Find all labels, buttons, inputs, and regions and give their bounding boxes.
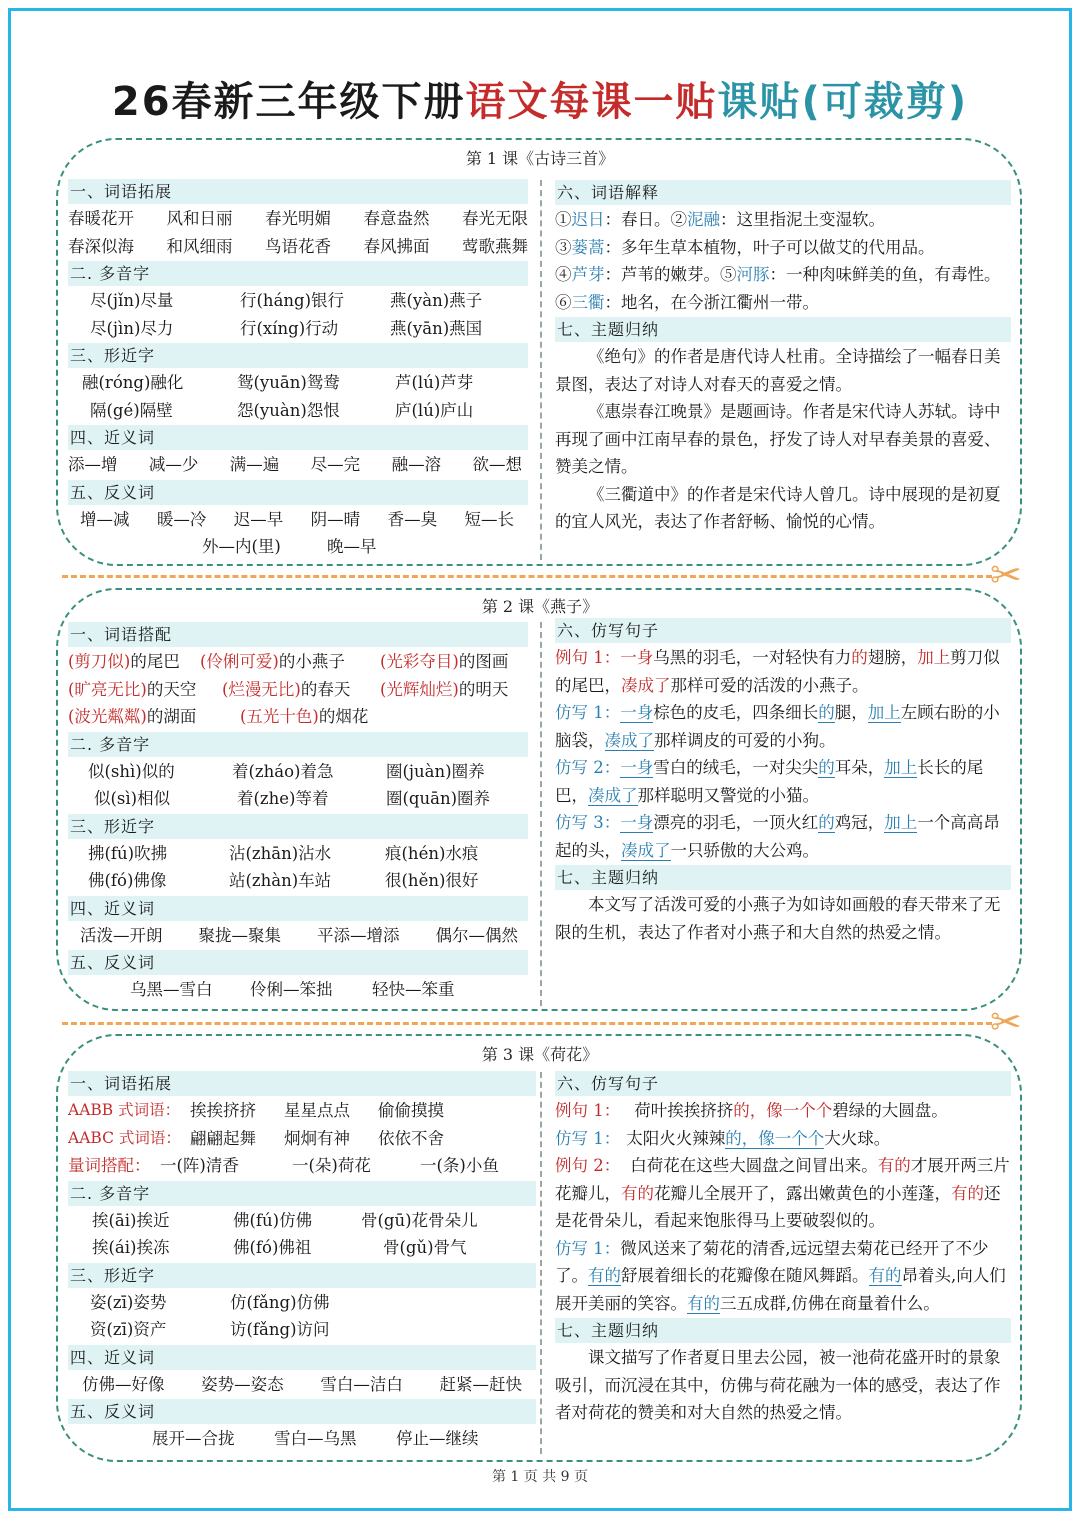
- section-heading: 一、词语拓展: [68, 179, 528, 204]
- similar-char: 很(hěn)很好: [385, 871, 479, 890]
- synonym: 减—少: [148, 455, 199, 474]
- theme-paragraph: 《三衢道中》的作者是宋代诗人曾几。诗中展现的是初夏的宜人风光，表达了作者舒畅、愉悦的心情。: [555, 484, 1001, 531]
- title-part-3: 课贴(可裁剪): [717, 79, 969, 125]
- section-heading: 四、近义词: [68, 896, 528, 921]
- antonym: 晚—早: [327, 537, 377, 556]
- polyphone: 行(háng)银行: [240, 291, 345, 310]
- collocation-row: (波光粼粼)的湖面 (五光十色)的烟花: [68, 707, 369, 726]
- page-title: [0, 70, 1080, 127]
- synonym: 平添—增添: [317, 925, 400, 945]
- section-heading: 六、词语解释: [555, 180, 1011, 205]
- synonym: 仿佛—好像: [82, 1374, 165, 1394]
- synonym: 活泼—开朗: [80, 925, 163, 945]
- example-sentence: 例句 1： 荷叶挨挨挤挤的，像一个个碧绿的大圆盘。: [555, 1101, 948, 1120]
- similar-char-row: [68, 1316, 536, 1344]
- similar-char: 隔(gé)隔壁: [90, 400, 173, 420]
- lesson-1-left: [68, 178, 528, 561]
- section-heading: 四、近义词: [68, 1345, 536, 1370]
- cut-line: [62, 1022, 992, 1025]
- section-heading: 二. 多音字: [68, 732, 528, 757]
- lesson-2-title: 第 2 课《燕子》: [481, 597, 599, 616]
- example-sentence: 例句 2： 白荷花在这些大圆盘之间冒出来。有的才展开两三片花瓣儿，有的花瓣儿全展开了，露出嫩黄色的小莲蓬，有的还是花骨朵儿，看起来饱胀得马上要破裂似的。: [555, 1156, 1010, 1230]
- synonym: 添—增: [68, 455, 118, 474]
- imitation-sentence: 仿写 3：一身漂亮的羽毛，一顶火红的鸡冠，加上一个高高昂起的头，凑成了一只骄傲的大公鸡。: [555, 813, 1000, 860]
- collocation-row: (旷亮无比)的天空 (烂漫无比)的春天 (光辉灿烂)的明天: [68, 679, 509, 699]
- word: 挨挨挤挤: [190, 1101, 256, 1120]
- polyphone: 挨(āi)挨近: [92, 1210, 170, 1230]
- synonym-row: [68, 451, 528, 479]
- similar-char-row: [68, 369, 528, 397]
- lesson-1-title: 第 1 课《古诗三首》: [465, 149, 615, 168]
- polyphone: 圈(juàn)圈养: [386, 761, 485, 781]
- word: 春光无限: [462, 209, 528, 228]
- synonym: 融—溶: [391, 455, 442, 474]
- antonym: 增—减: [80, 509, 130, 529]
- polyphone: 燕(yān)燕国: [390, 318, 483, 338]
- antonym: 展开—合拢: [152, 1429, 235, 1448]
- section-heading: 三、形近字: [68, 1263, 536, 1288]
- antonym: 阴—晴: [310, 509, 361, 529]
- title-part-2: 语文每课一贴: [465, 79, 718, 125]
- section-heading: 三、形近字: [68, 343, 528, 368]
- word-row: [68, 1152, 536, 1180]
- synonym: 尽—完: [310, 455, 361, 474]
- polyphone-row: [68, 1207, 536, 1235]
- collocation-row: (剪刀似)的尾巴 (伶俐可爱)的小燕子 (光彩夺目)的图画: [68, 652, 509, 671]
- page-footer: 第 1 页 共 9 页: [491, 1469, 589, 1485]
- word-row: [68, 1125, 536, 1153]
- section-heading: 五、反义词: [68, 1399, 536, 1424]
- similar-char: 痕(hén)水痕: [385, 843, 479, 863]
- synonym: 雪白—洁白: [320, 1374, 403, 1394]
- similar-char: 仿(fǎng)仿佛: [230, 1292, 330, 1312]
- antonym: 香—臭: [387, 509, 438, 529]
- explanation: ④芦芽：芦苇的嫩芽。⑤河豚：一种肉味鲜美的鱼，有毒性。⑥三衢：地名，在今浙江衢州一带。: [555, 265, 1001, 312]
- polyphone: 燕(yàn)燕子: [390, 291, 483, 310]
- antonym: 外—内(里): [202, 537, 281, 556]
- similar-char-row: [68, 397, 528, 425]
- polyphone: 佛(fó)佛祖: [233, 1238, 312, 1257]
- word-row: [68, 1097, 536, 1125]
- explanation: ③蒌蒿：多年生草本植物，叶子可以做艾的代用品。: [555, 237, 935, 257]
- polyphone: 似(sì)相似: [94, 789, 171, 808]
- synonym: 聚拢—聚集: [198, 925, 281, 945]
- section-heading: 五、反义词: [68, 950, 528, 975]
- polyphone-row: [68, 758, 528, 786]
- section-heading: 二. 多音字: [68, 261, 528, 286]
- section-heading: 七、主题归纳: [555, 317, 1011, 342]
- antonym: 乌黑—雪白: [130, 980, 213, 999]
- word: 和风细雨: [166, 236, 233, 256]
- section-heading: 五、反义词: [68, 480, 528, 505]
- polyphone: 着(zhe)等着: [237, 789, 329, 808]
- lesson-2-divider: [540, 622, 542, 1006]
- lesson-3-title: 第 3 课《荷花》: [481, 1045, 599, 1064]
- antonym-row: [68, 533, 528, 561]
- synonym: 姿势—姿态: [201, 1374, 284, 1394]
- synonym-row: [68, 922, 528, 950]
- similar-char-row: [68, 867, 528, 895]
- word: 依依不舍: [378, 1128, 444, 1148]
- polyphone: 挨(ái)挨冻: [92, 1238, 170, 1257]
- section-heading: 七、主题归纳: [555, 865, 1011, 890]
- lesson-3-left: [68, 1070, 536, 1453]
- explanation: ①迟日：春日。②泥融：这里指泥土变湿软。: [555, 210, 885, 229]
- word-type-label: AABC 式词语：: [68, 1128, 181, 1147]
- polyphone: 骨(gū)花骨朵儿: [361, 1210, 478, 1230]
- similar-char: 资(zī)资产: [90, 1320, 167, 1339]
- antonym: 雪白—乌黑: [274, 1429, 357, 1448]
- antonym-row: [68, 506, 528, 534]
- imitation-sentence: 仿写 1：一身棕色的皮毛，四条细长的腿，加上左顾右盼的小脑袋，凑成了那样调皮的可爱的小狗。: [555, 703, 1000, 750]
- scissors-icon: ✂: [990, 553, 1022, 597]
- lesson-3-divider: [540, 1072, 542, 1454]
- similar-char: 怨(yuàn)怨恨: [237, 400, 340, 420]
- synonym: 满—遍: [229, 455, 280, 474]
- section-heading: 二. 多音字: [68, 1181, 536, 1206]
- antonym: 迟—早: [233, 509, 284, 529]
- antonym: 伶俐—笨拙: [250, 980, 333, 999]
- polyphone-row: [68, 785, 528, 813]
- antonym-row: [68, 976, 528, 1004]
- word: 鸟语花香: [265, 236, 331, 256]
- section-heading: 七、主题归纳: [555, 1318, 1011, 1343]
- synonym: 偶尔—偶然: [435, 925, 518, 945]
- similar-char: 姿(zī)姿势: [90, 1292, 167, 1312]
- polyphone: 佛(fú)仿佛: [233, 1210, 313, 1230]
- word: 星星点点: [284, 1101, 350, 1120]
- polyphone: 似(shì)似的: [88, 761, 175, 781]
- antonym: 轻快—笨重: [372, 980, 455, 999]
- word: 炯炯有神: [284, 1128, 350, 1148]
- section-heading: 一、词语拓展: [68, 1071, 536, 1096]
- similar-char: 芦(lú)芦芽: [395, 373, 474, 392]
- similar-char: 融(róng)融化: [82, 373, 184, 392]
- section-heading: 三、形近字: [68, 814, 528, 839]
- lesson-3-right: [555, 1070, 1011, 1427]
- word: 一(朵)荷花: [292, 1156, 371, 1175]
- polyphone: 行(xíng)行动: [240, 318, 339, 338]
- word-type-label: 量词搭配：: [68, 1156, 151, 1175]
- similar-char: 拂(fú)吹拂: [88, 843, 168, 863]
- theme-paragraph: 课文描写了作者夏日里去公园，被一池荷花盛开时的景象吸引，而沉浸在其中，仿佛与荷花融为一体的感受，表达了作者对荷花的赞美和对大自然的热爱之情。: [555, 1348, 1001, 1422]
- word: 春风拂面: [363, 236, 430, 256]
- similar-char: 站(zhàn)车站: [229, 871, 332, 890]
- word: 春深似海: [68, 236, 134, 256]
- word: 莺歌燕舞: [462, 236, 528, 256]
- antonym: 暖—冷: [156, 509, 207, 529]
- section-heading: 一、词语搭配: [68, 622, 528, 647]
- section-heading: 六、仿写句子: [555, 618, 1011, 643]
- theme-paragraph: 本文写了活泼可爱的小燕子为如诗如画般的春天带来了无限的生机，表达了作者对小燕子和大自然的热爱之情。: [555, 895, 1001, 942]
- word: 春光明媚: [265, 209, 331, 228]
- scissors-icon: ✂: [990, 1000, 1022, 1044]
- polyphone: 尽(jǐn)尽量: [90, 291, 174, 310]
- polyphone: 尽(jìn)尽力: [90, 318, 174, 338]
- antonym-row: [68, 1425, 536, 1453]
- similar-char: 沾(zhān)沾水: [229, 843, 332, 863]
- synonym: 欲—想: [472, 455, 522, 474]
- polyphone-row: [68, 287, 528, 315]
- theme-paragraph: 《绝句》的作者是唐代诗人杜甫。全诗描绘了一幅春日美景图，表达了对诗人对春天的喜爱之情。: [555, 347, 1001, 394]
- title-part-1: 26春新三年级下册: [111, 79, 466, 125]
- word: 春意盎然: [363, 209, 430, 228]
- word-type-label: AABB 式词语：: [68, 1101, 181, 1119]
- theme-paragraph: 《惠崇春江晚景》是题画诗。作者是宋代诗人苏轼。诗中再现了画中江南早春的景色，抒发了诗人对早春美景的喜爱、赞美之情。: [555, 402, 1001, 476]
- imitation-sentence: 仿写 2：一身雪白的绒毛，一对尖尖的耳朵，加上长长的尾巴，凑成了那样聪明又警觉的小猫。: [555, 758, 984, 805]
- polyphone-row: [68, 315, 528, 343]
- similar-char: 庐(lú)庐山: [395, 400, 474, 420]
- word-row: [68, 233, 528, 261]
- synonym: 赶紧—赶快: [439, 1374, 522, 1394]
- word: 一(阵)清香: [160, 1156, 239, 1175]
- example-sentence: 例句 1：一身乌黑的羽毛，一对轻快有力的翅膀，加上剪刀似的尾巴，凑成了那样可爱的活泼的小燕子。: [555, 648, 1000, 695]
- lesson-2-right: [555, 617, 1011, 946]
- imitation-sentence: 仿写 1：微风送来了菊花的清香,远远望去菊花已经开了不少了。有的舒展着细长的花瓣像在随风舞蹈。有的昂着头,向人们展开美丽的笑容。有的三五成群,仿佛在商量着什么。: [555, 1238, 1006, 1313]
- polyphone-row: [68, 1234, 536, 1262]
- word-row: [68, 205, 528, 233]
- similar-char: 佛(fó)佛像: [88, 871, 167, 890]
- section-heading: 六、仿写句子: [555, 1071, 1011, 1096]
- antonym: 停止—继续: [396, 1429, 479, 1448]
- synonym-row: [68, 1371, 536, 1399]
- polyphone: 骨(gǔ)骨气: [383, 1238, 467, 1257]
- word: 偷偷摸摸: [378, 1101, 444, 1120]
- polyphone: 着(zháo)着急: [232, 761, 334, 781]
- lesson-1-right: [555, 179, 1011, 536]
- lesson-1-divider: [540, 180, 542, 560]
- similar-char-row: [68, 1289, 536, 1317]
- imitation-sentence: 仿写 1： 太阳火火辣辣的，像一个个大火球。: [555, 1128, 891, 1148]
- word: 一(条)小鱼: [420, 1156, 499, 1175]
- similar-char: 鸳(yuān)鸳鸯: [237, 373, 340, 392]
- cut-line: [62, 575, 992, 578]
- similar-char-row: [68, 840, 528, 868]
- word: 翩翩起舞: [190, 1128, 256, 1148]
- section-heading: 四、近义词: [68, 425, 528, 450]
- similar-char: 访(fǎng)访问: [230, 1320, 330, 1339]
- polyphone: 圈(quān)圈养: [386, 789, 491, 808]
- lesson-2-left: [68, 621, 528, 1004]
- antonym: 短—长: [464, 509, 514, 529]
- word: 风和日丽: [166, 209, 233, 228]
- word: 春暖花开: [68, 209, 134, 228]
